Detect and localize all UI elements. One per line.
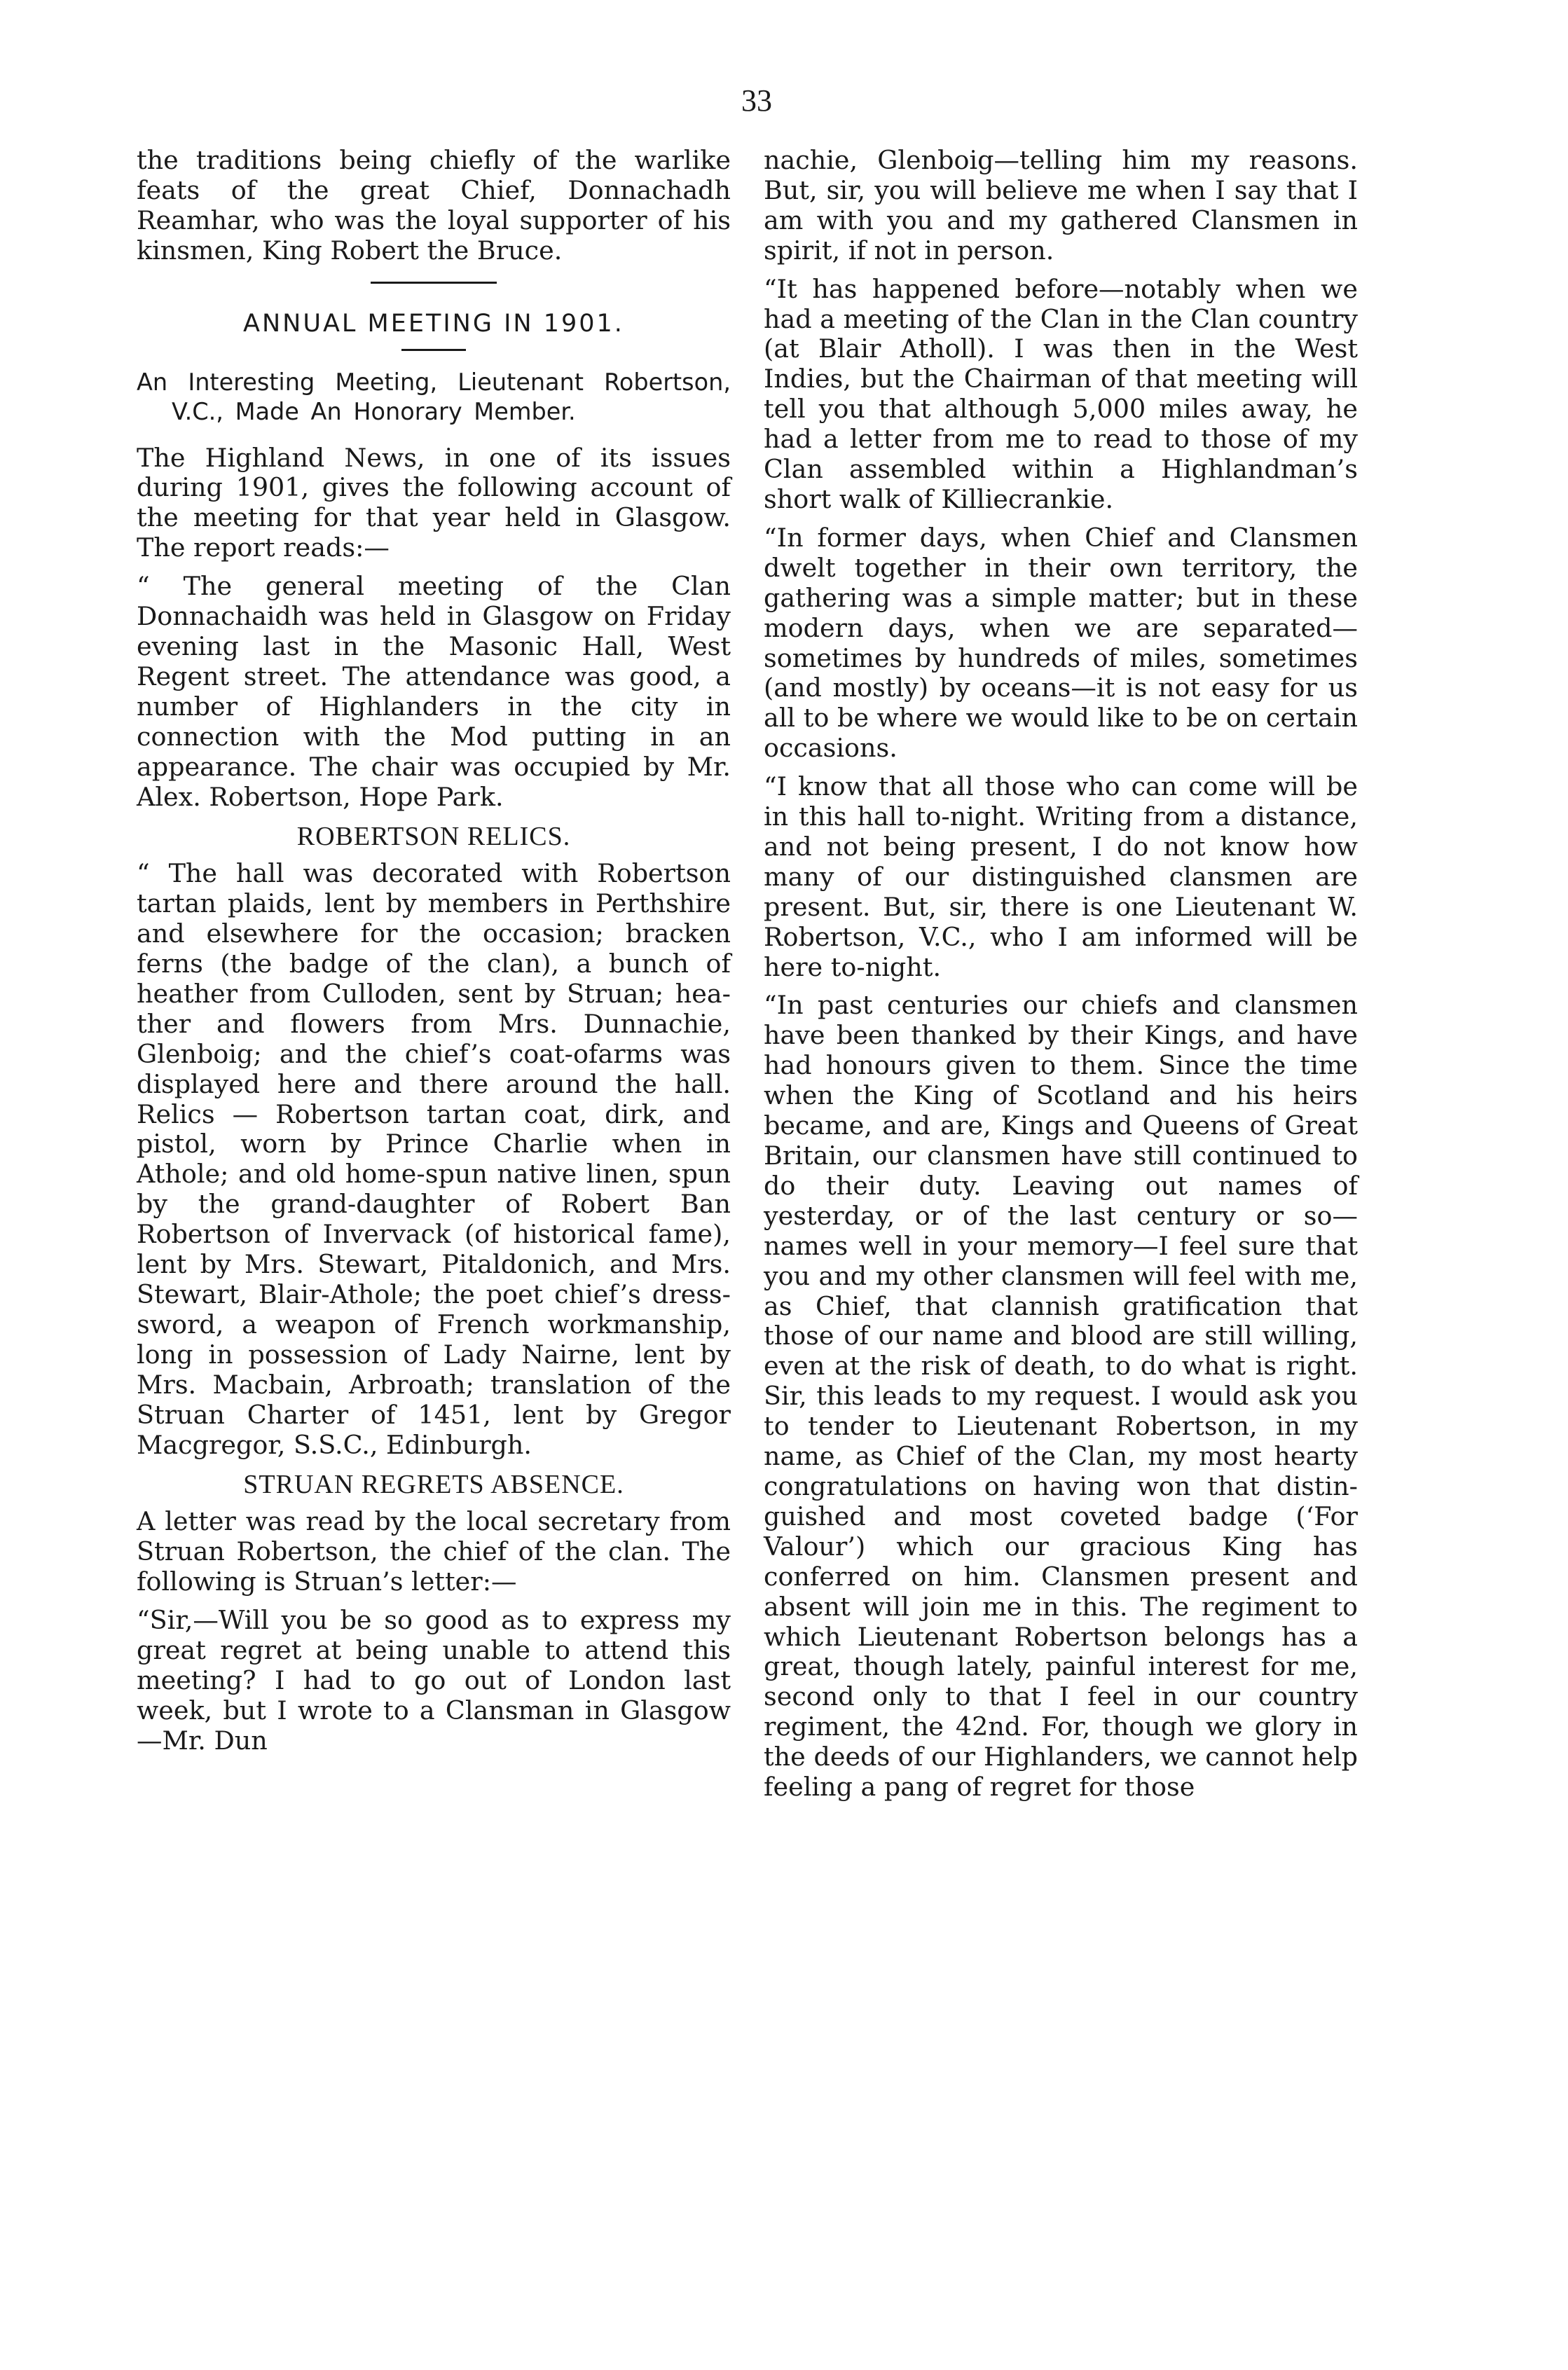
body-paragraph: “It has happened before—notably when we had a meeting of the Clan in the Clan country (at Blair Atholl). I was then in the West Indies, but the Chairman of that meeting will tell you that although 5,000 miles away, he had a letter from me to read to those of my Clan assembled within a Highlandman’s short walk of Killiecrankie. [764, 273, 1358, 514]
body-paragraph: A letter was read by the local secretary from Struan Robertson, the chief of the clan. The following is Struan’s letter:— [137, 1506, 731, 1597]
body-paragraph: nachie, Glenboig—telling him my reasons. But, sir, you will believe me when I say that I am with you and my gathered Clansmen in spirit, if not in person. [764, 145, 1358, 266]
body-paragraph: The Highland News, in one of its issues during 1901, gives the following account of the meeting for that year held in Glasgow. The report reads:— [137, 442, 731, 563]
intro-paragraph: the traditions being chiefly of the warlike feats of the great Chief, Donnachadh Reamhar, who was the loyal supporter of his kinsmen, King Robert the Bruce. [137, 145, 731, 266]
body-paragraph: “In former days, when Chief and Clansmen dwelt together in their own territory, the gathering was a simple matter; but in these modern days, when we are separated—sometimes by hundreds of miles, sometimes (and mostly) by oceans—it is not easy for us all to be where we would like to be on certain occasions. [764, 522, 1359, 764]
heading-divider [401, 349, 466, 351]
subheading-relics: ROBERTSON RELICS. [296, 822, 571, 852]
body-paragraph: “Sir,—Will you be so good as to express my great regret at being unable to attend this meeting? I had to go out of London last week, but I wrote to a Clansman in Glasgow—Mr. Dun [137, 1605, 731, 1756]
section-heading: ANNUAL MEETING IN 1901. [243, 309, 624, 338]
page-number: 33 [741, 83, 772, 118]
body-paragraph: “In past centuries our chiefs and clansmen have been thanked by their Kings, and have had honours given to them. Since the time when the King of Scotland and his heirs became, and are, Kings and Queens of Great Britain, our clansmen have still continued to do their duty. Leaving out names of yesterday, or of the last century or so—names well in your memory—I feel sure that you and my other clansmen will feel with me, as Chief, that clannish gratification that those of our name and blood are still willing, even at the risk of death, to do what is right. Sir, this leads to my request. I would ask you to tender to Lieutenant Robertson, in my name, as Chief of the Clan, my most hearty congratulations on having won that distinguished and most coveted badge (‘For Valour’) which our gracious King has conferred on him. Clansmen present and absent will join me in this. The regiment to which Lieutenant Robertson belongs has a great, though lately, painful interest for me, second only to that I feel in our country regiment, the 42nd. For, though we glory in the deeds of our Highlanders, we cannot help feeling a pang of regret for those [764, 990, 1358, 1803]
body-paragraph: “ The general meeting of the Clan Donnachaidh was held in Glasgow on Friday evening last in the Masonic Hall, West Regent street. The attendance was good, a number of Highlanders in the city in connection with the Mod putting in an appearance. The chair was occupied by Mr. Alex. Robertson, Hope Park. [137, 571, 731, 812]
section-divider [371, 282, 497, 284]
left-column [137, 146, 731, 1765]
subheading-regrets: STRUAN REGRETS ABSENCE. [243, 1470, 624, 1500]
section-subtitle: An Interesting Meeting, Lieutenant Robertson, V.C., Made An Honorary Member. [137, 368, 731, 425]
body-paragraph: “ The hall was decorated with Robertson tartan plaids, lent by members in Perthshire and elsewhere for the occasion; bracken ferns (the badge of the clan), a bunch of heather from Culloden, sent by Struan; heather and flowers from Mrs. Dunnachie, Glenboig; and the chief’s coat-ofarms was displayed here and there around the hall. Relics — Robertson tartan coat, dirk, and pistol, worn by Prince Charlie when in Athole; and old home-spun native linen, spun by the grand-daughter of Robert Ban Robertson of Invervack (of historical fame), lent by Mrs. Stewart, Pitaldonich, and Mrs. Stewart, Blair-Athole; the poet chief’s dress-sword, a weapon of French workmanship, long in possession of Lady Nairne, lent by Mrs. Macbain, Arbroath; translation of the Struan Charter of 1451, lent by Gregor Macgregor, S.S.C., Edinburgh. [137, 858, 731, 1460]
body-paragraph: “I know that all those who can come will be in this hall to-night. Writing from a distance, and not being present, I do not know how many of our distinguished clansmen are present. But, sir, there is one Lieutenant W. Robertson, V.C., who I am informed will be here to-night. [764, 771, 1358, 982]
right-column [764, 146, 1358, 1811]
